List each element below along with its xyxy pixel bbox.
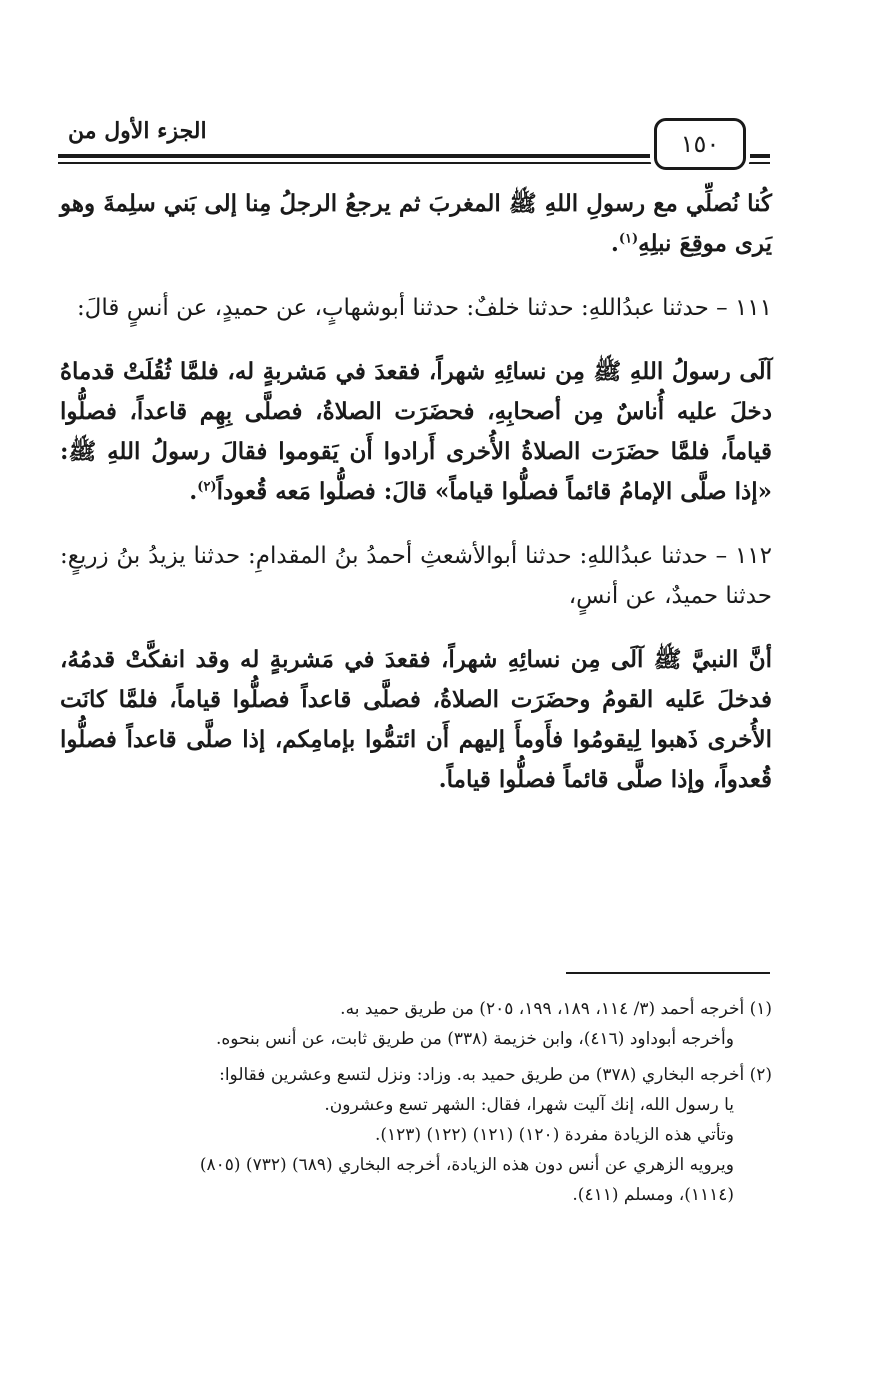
paragraph-hadith-1	[60, 184, 772, 264]
footnotes	[60, 994, 772, 1216]
footnote-separator	[566, 972, 770, 974]
paragraph-chain-112	[60, 536, 772, 616]
paragraph-hadith-111	[60, 352, 772, 512]
footnote-2	[60, 1060, 772, 1210]
footnote-line: (٢) أخرجه البخاري (٣٧٨) من طريق حميد به. وزاد: ونزل لتسع وعشرين فقالوا:	[219, 1065, 772, 1085]
footnote-1	[60, 994, 772, 1054]
footnote-line: (١) أخرجه أحمد (٣/ ١١٤، ١٨٩، ١٩٩، ٢٠٥) من طريق حميد به.	[340, 999, 772, 1019]
footnote-line: (١١١٤)، ومسلم (٤١١).	[572, 1185, 734, 1205]
footnote-line: وتأتي هذه الزيادة مفردة (١٢٠) (١٢١) (١٢٢) (١٢٣).	[375, 1125, 734, 1145]
footnote-line: يا رسول الله، إنك آليت شهرا، فقال: الشهر تسع وعشرون.	[324, 1095, 734, 1115]
paragraph-text: أنَّ النبيَّ ﷺ آلَى مِن نسائِهِ شهراً، فقعدَ في مَشربةٍ له وقد انفكَّتْ قدمُهُ، فدخلَ عَليه القومُ وحضَرَت الصلاةُ، فصلَّى قاعداً فصلُّوا قياماً، فلمَّا كانَت الأُخرى ذَهبوا لِيقومُوا فأَومأَ إليهم أَن ائتمُّوا بإمامِكم، إذا صلَّى قاعداً فصلُّوا قُعدواً، وإذا صلَّى قائماً فصلُّوا قياماً.	[60, 646, 772, 793]
footnote-ref: (٢)	[197, 479, 217, 495]
footnote-line: ويرويه الزهري عن أنس دون هذه الزيادة، أخرجه البخاري (٦٨٩) (٧٣٢) (٨٠٥)	[199, 1155, 734, 1175]
paragraph-text: ١١١ – حدثنا عبدُاللهِ: حدثنا خلفٌ: حدثنا أبوشهابٍ، عن حميدٍ، عن أنسٍ قالَ:	[76, 295, 772, 321]
page-number: ١٥٠	[654, 118, 746, 170]
paragraph-text: آلَى رسولُ اللهِ ﷺ مِن نسائِهِ شهراً، فقعدَ في مَشربةٍ له، فلمَّا ثُقُلَتْ قدماهُ دخلَ عليه أُناسٌ مِن أصحابِهِ، فحضَرَت الصلاةُ، فصلَّى بِهِم قاعداً، فصلُّوا قياماً، فلمَّا حضَرَت الصلاةُ الأُخرى أَرادوا أَن يَقوموا فقالَ رسولُ اللهِ ﷺ: «إذا صلَّى الإمامُ قائماً فصلُّوا قياماً» قالَ: فصلُّوا مَعه قُعوداً	[60, 358, 772, 505]
running-title: الجزء الأول من	[58, 118, 213, 146]
paragraph-chain-111	[60, 288, 772, 328]
paragraph-hadith-112	[60, 640, 772, 800]
paragraph-text: كُنا نُصلِّي مع رسولِ اللهِ ﷺ المغربَ ثم يرجعُ الرجلُ مِنا إلى بَني سلِمةَ وهو يَرى موقِعَ نبلِهِ	[60, 190, 772, 257]
page-header	[58, 118, 770, 178]
paragraph-end: .	[610, 230, 619, 257]
paragraph-text: ١١٢ – حدثنا عبدُاللهِ: حدثنا أبوالأشعثِ أحمدُ بنُ المقدامِ: حدثنا يزيدُ بنُ زريعٍ: حدثنا حميدٌ، عن أنسٍ،	[60, 543, 772, 609]
footnote-ref: (١)	[618, 231, 639, 247]
paragraph-end: .	[189, 478, 198, 505]
main-text	[60, 184, 772, 824]
footnote-line: وأخرجه أبوداود (٤١٦)، وابن خزيمة (٣٣٨) من طريق ثابت، عن أنس بنحوه.	[215, 1029, 734, 1049]
